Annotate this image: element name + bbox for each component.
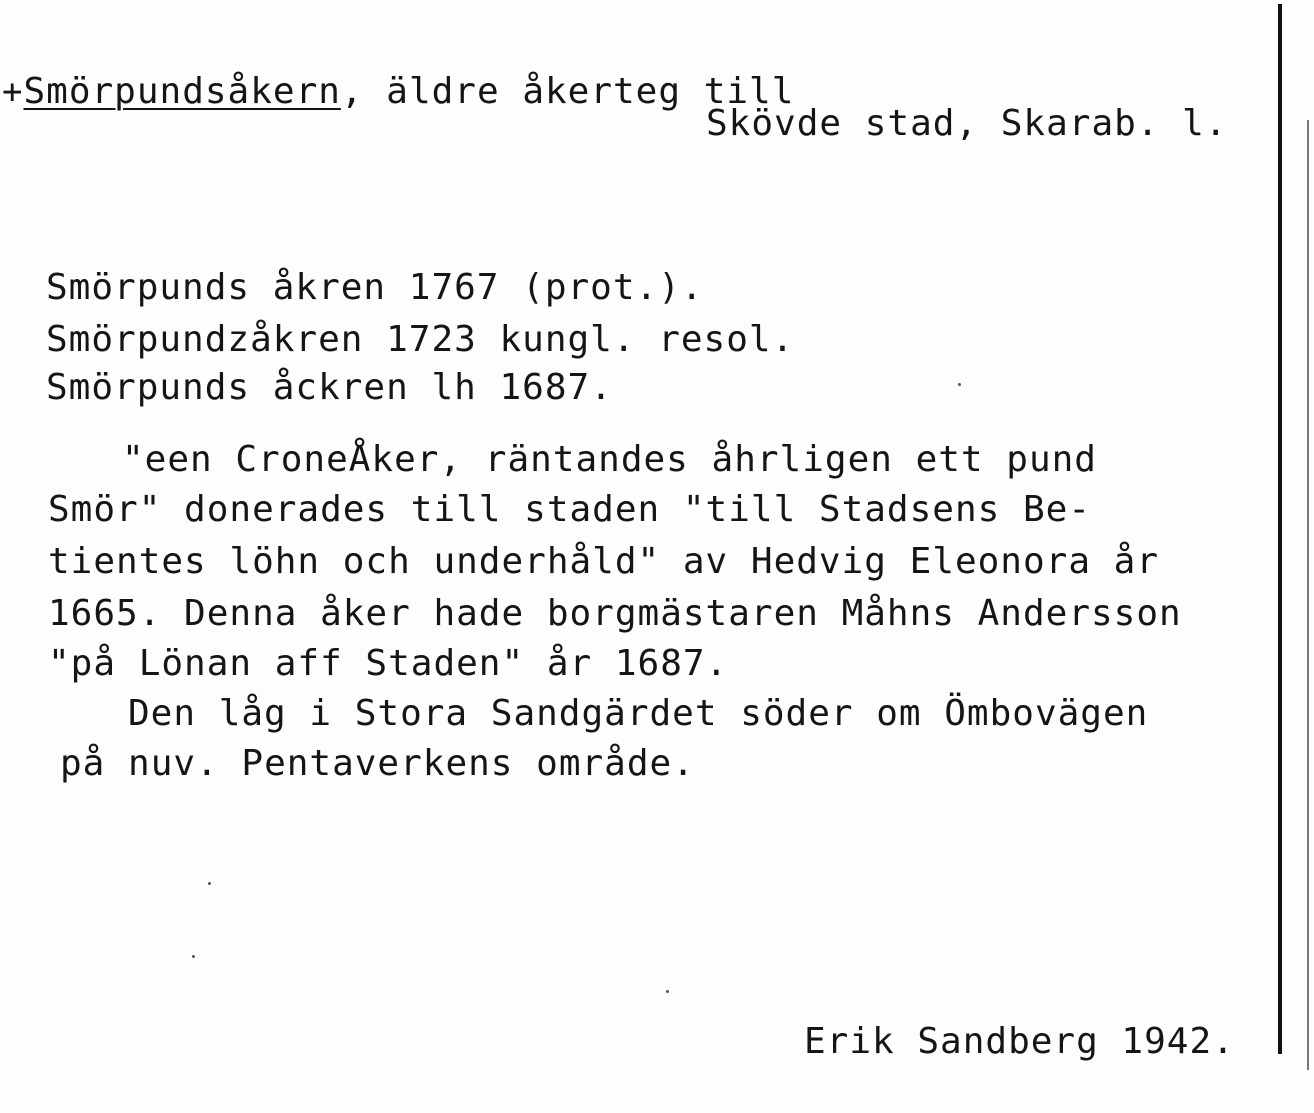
card-edge-shadow — [1307, 120, 1309, 1070]
speck — [958, 383, 961, 386]
deleted-marker: + — [2, 72, 24, 112]
body-line-7: på nuv. Pentaverkens område. — [60, 743, 695, 784]
speck — [192, 955, 195, 958]
speck — [208, 882, 211, 885]
header-description: , äldre åkerteg till — [340, 71, 795, 112]
body-line-2: Smör" donerades till staden "till Stadsens Be- — [48, 489, 1091, 530]
body-line-4: 1665. Denna åker hade borgmästaren Måhns Andersson — [48, 593, 1182, 634]
body-line-6: Den låg i Stora Sandgärdet söder om Ömbovägen — [128, 693, 1149, 734]
form-line-3: Smörpunds åckren lh 1687. — [46, 367, 613, 408]
signature: Erik Sandberg 1942. — [804, 1021, 1235, 1062]
speck — [666, 990, 669, 993]
card-edge-line — [1278, 4, 1282, 1054]
body-line-1: "een CroneÅker, räntandes åhrligen ett pund — [122, 439, 1097, 480]
form-line-1: Smörpunds åkren 1767 (prot.). — [46, 267, 704, 308]
body-line-5: "på Lönan aff Staden" år 1687. — [48, 643, 729, 684]
form-line-2: Smörpundzåkren 1723 kungl. resol. — [46, 319, 795, 360]
header-line — [2, 72, 794, 112]
body-line-3: tientes löhn och underhåld" av Hedvig Eleonora år — [48, 541, 1160, 582]
header-location: Skövde stad, Skarab. l. — [706, 103, 1228, 144]
headword: Smörpundsåkern — [23, 71, 341, 112]
